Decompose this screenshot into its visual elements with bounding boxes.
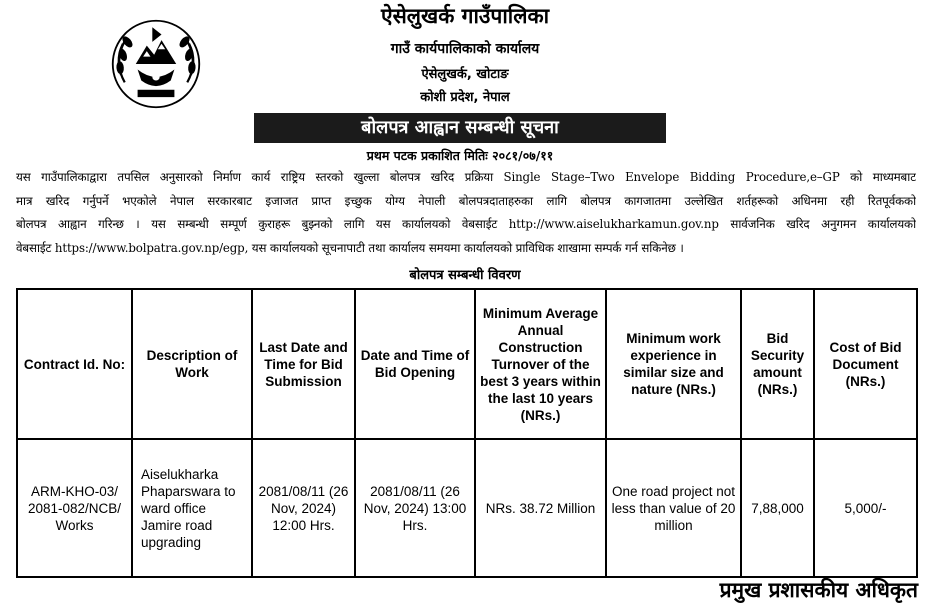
- col-experience: Minimum work experience in similar size and nature (NRs.): [606, 289, 741, 439]
- cell-opening: 2081/08/11 (26 Nov, 2024) 13:00 Hrs.: [355, 439, 475, 577]
- office-name: गाउँ कार्यपालिकाको कार्यालय: [390, 41, 540, 57]
- published-date: प्रथम पटक प्रकाशित मितिः २०८१/०७/११: [366, 148, 554, 163]
- body-line: बोलपत्र आह्वान गरिन्छ । यस सम्बन्धी सम्पूर्ण कुराहरू बुझ्नको लागि यस कार्यालयको वेबसाईट http://www.aiselukharkamun.gov.np सार्वजनिक खरिद अनुगमन कार्यालयको: [16, 217, 916, 231]
- body-line: वेबसाईट https://www.bolpatra.gov.np/egp, यस कार्यालयको सूचनापाटी तथा कार्यालय समयमा कार्यालयको प्राविधिक शाखामा सम्पर्क गर्न सकिनेछ ।: [16, 240, 684, 255]
- cell-experience: One road project not less than value of 20 million: [606, 439, 741, 577]
- cell-doc-cost: 5,000/-: [814, 439, 917, 577]
- notice-title: बोलपत्र आह्वान सम्बन्धी सूचना: [254, 113, 666, 143]
- office-location: ऐसेलुखर्क, खोटाङ: [421, 67, 509, 82]
- org-name: ऐसेलुखर्क गाउँपालिका: [380, 4, 550, 28]
- body-line: यस गाउँपालिकाद्वारा तपसिल अनुसारको निर्माण कार्य राष्ट्रिय स्तरको खुल्ला बोलपत्र खरिद प्रक्रिया Single Stage–Two Envelope Bidding Procedure,e–GP को माध्यमबाट: [16, 170, 916, 184]
- table-header-row: [17, 289, 917, 439]
- signatory-title: प्रमुख प्रशासकीय अधिकृत: [719, 578, 918, 602]
- cell-contract-id: ARM-KHO-03/ 2081-082/NCB/ Works: [17, 439, 132, 577]
- cell-description: Aiselukharka Phaparswara to ward office Jamire road upgrading: [132, 439, 252, 577]
- col-description: Description of Work: [132, 289, 252, 439]
- col-contract-id: Contract Id. No:: [17, 289, 132, 439]
- table-row: [17, 439, 917, 577]
- cell-bid-security: 7,88,000: [741, 439, 814, 577]
- cell-turnover: NRs. 38.72 Million: [475, 439, 606, 577]
- col-doc-cost: Cost of Bid Document (NRs.): [814, 289, 917, 439]
- col-submission: Last Date and Time for Bid Submission: [252, 289, 355, 439]
- table-title: बोलपत्र सम्बन्धी विवरण: [409, 268, 521, 283]
- province-name: कोशी प्रदेश, नेपाल: [420, 90, 510, 105]
- cell-submission: 2081/08/11 (26 Nov, 2024) 12:00 Hrs.: [252, 439, 355, 577]
- bid-details-table: [16, 288, 918, 578]
- notice-body: [16, 166, 916, 260]
- body-line: मात्र खरिद गर्नुपर्ने भएकोले नेपाल सरकारबाट इजाजत प्राप्त इच्छुक योग्य नेपाली बोलपत्रदाताहरुका लागि बोलपत्र कागजातमा उल्लेखित शर्तहरूको अधिनमा रही रितपूर्वकको: [16, 193, 916, 208]
- nepal-government-emblem-icon: [110, 18, 202, 110]
- col-bid-security: Bid Security amount (NRs.): [741, 289, 814, 439]
- col-turnover: Minimum Average Annual Construction Turnover of the best 3 years within the last 10 years (NRs.): [475, 289, 606, 439]
- col-opening: Date and Time of Bid Opening: [355, 289, 475, 439]
